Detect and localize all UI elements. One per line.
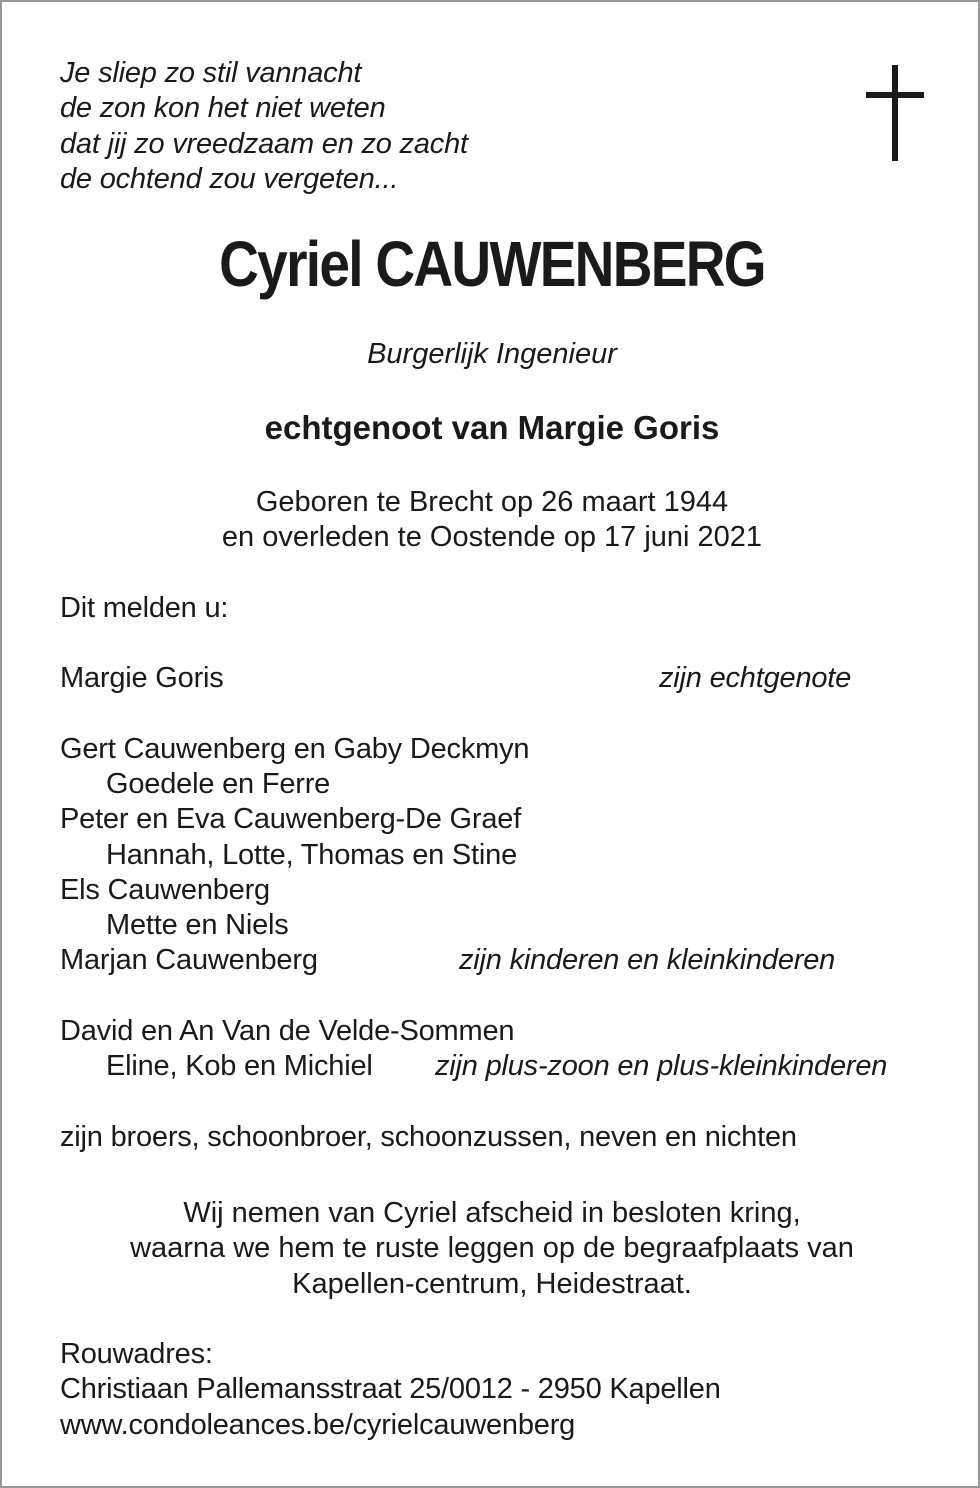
- child-name: Els Cauwenberg: [60, 874, 270, 906]
- spouse-line: echtgenoot van Margie Goris: [264, 409, 720, 446]
- address-street: Christiaan Pallemansstraat 25/0012 - 2950 Kapellen: [60, 1373, 721, 1406]
- other-relatives: zijn broers, schoonbroer, schoonzussen, neven en nichten: [60, 1121, 797, 1153]
- address-label: Rouwadres:: [60, 1338, 213, 1370]
- child-name: Gert Cauwenberg en Gaby Deckmyn: [60, 733, 530, 765]
- deceased-title: Burgerlijk Ingenieur: [367, 338, 617, 370]
- spouse-name: Margie Goris: [60, 662, 224, 694]
- plus-son-name: David en An Van de Velde-Sommen: [60, 1015, 515, 1047]
- condolence-website: www.condoleances.be/cyrielcauwenberg: [60, 1408, 576, 1441]
- children-relation: zijn kinderen en kleinkinderen: [459, 944, 836, 976]
- child-name: Peter en Eva Cauwenberg-De Graef: [60, 803, 522, 835]
- birth-line: Geboren te Brecht op 26 maart 1944: [255, 486, 729, 518]
- funeral-line: Kapellen-centrum, Heidestraat.: [292, 1267, 692, 1300]
- child-name: Marjan Cauwenberg: [60, 944, 318, 976]
- poem-line: de ochtend zou vergeten...: [60, 163, 399, 196]
- poem: [60, 56, 468, 198]
- poem-line: Je sliep zo stil vannacht: [60, 57, 362, 89]
- plus-grandchildren-names: Eline, Kob en Michiel: [106, 1050, 373, 1082]
- mourning-address: [60, 1337, 721, 1443]
- funeral-notice: [2, 1196, 980, 1302]
- spouse-relation: zijn echtgenote: [659, 662, 852, 694]
- poem-line: dat jij zo vreedzaam en zo zacht: [60, 127, 468, 160]
- plus-relation: zijn plus-zoon en plus-kleinkinderen: [435, 1050, 888, 1082]
- cross-icon: [866, 65, 924, 161]
- grandchildren-names: Mette en Niels: [106, 909, 289, 941]
- birth-death-dates: [2, 485, 980, 556]
- poem-line: de zon kon het niet weten: [60, 92, 386, 125]
- funeral-line: waarna we hem te ruste leggen op de begraafplaats van: [130, 1232, 854, 1265]
- grandchildren-names: Hannah, Lotte, Thomas en Stine: [106, 839, 518, 871]
- deceased-name: Cyriel CAUWENBERG: [219, 228, 765, 300]
- announcers-intro: Dit melden u:: [60, 592, 229, 624]
- funeral-line: Wij nemen van Cyriel afscheid in besloten kring,: [183, 1197, 801, 1229]
- death-line: en overleden te Oostende op 17 juni 2021: [221, 521, 763, 554]
- grandchildren-names: Goedele en Ferre: [106, 768, 331, 800]
